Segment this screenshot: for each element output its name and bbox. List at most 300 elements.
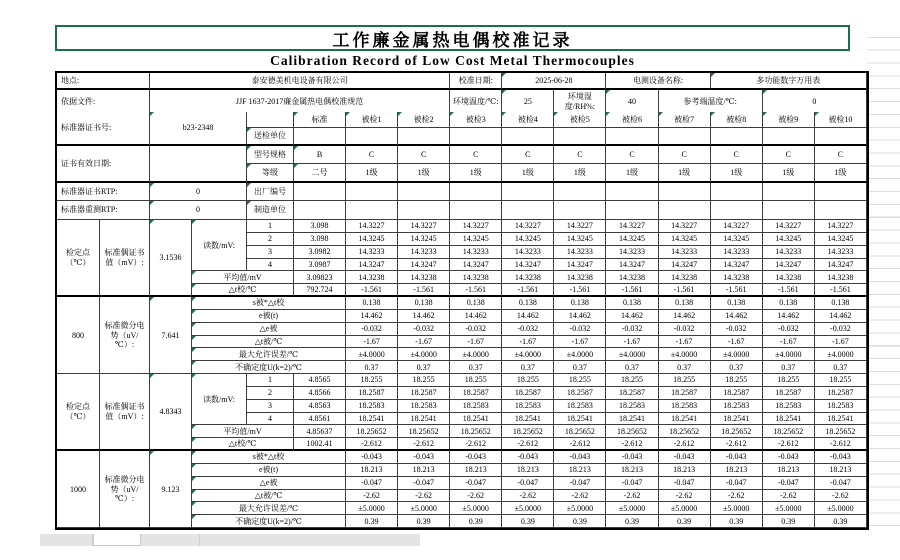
test-value[interactable]: 18.2583	[711, 400, 763, 413]
test-value[interactable]: ±4.0000	[711, 348, 763, 361]
test-value[interactable]: 14.462	[763, 310, 815, 323]
test-value[interactable]: 18.2587	[711, 387, 763, 400]
test-value[interactable]: 0.39	[659, 515, 711, 528]
test-value[interactable]: 14.3227	[815, 220, 867, 233]
test-value[interactable]: 18.213	[763, 464, 815, 477]
grade-test[interactable]: 1级	[815, 164, 867, 183]
test-value[interactable]: 0.138	[450, 297, 502, 310]
test-value[interactable]: -0.047	[659, 477, 711, 490]
test-value[interactable]: -2.612	[450, 438, 502, 451]
test-value[interactable]: -2.62	[711, 490, 763, 503]
test-value[interactable]: 18.2583	[763, 400, 815, 413]
test-value[interactable]: 0.138	[763, 297, 815, 310]
cell[interactable]	[502, 128, 554, 146]
test-value[interactable]: -2.62	[815, 490, 867, 503]
test-value[interactable]: -1.67	[554, 336, 606, 349]
test-value[interactable]: 14.3233	[606, 246, 658, 259]
test-value[interactable]: 14.3238	[711, 271, 763, 284]
test-value[interactable]: 0.138	[398, 297, 450, 310]
cert-emf-value[interactable]: 4.8343	[150, 374, 192, 451]
test-value[interactable]: -1.561	[763, 284, 815, 297]
test-value[interactable]: ±5.0000	[450, 502, 502, 515]
test-value[interactable]: -2.612	[346, 438, 398, 451]
test-value[interactable]: -2.612	[398, 438, 450, 451]
std-value[interactable]: 4.85637	[294, 425, 346, 438]
cell[interactable]	[815, 183, 867, 201]
test-value[interactable]: 14.3227	[763, 220, 815, 233]
grade-test[interactable]: 1级	[398, 164, 450, 183]
test-value[interactable]: -0.043	[502, 451, 554, 464]
test-value[interactable]: -0.043	[606, 451, 658, 464]
test-value[interactable]: ±5.0000	[815, 502, 867, 515]
cell[interactable]	[398, 128, 450, 146]
test-value[interactable]: 14.3245	[606, 233, 658, 246]
std-value[interactable]: 3.09823	[294, 271, 346, 284]
test-value[interactable]: 0.39	[450, 515, 502, 528]
humidity-value[interactable]: 40	[606, 90, 658, 114]
cell[interactable]	[606, 201, 658, 220]
test-value[interactable]: 14.3227	[450, 220, 502, 233]
model-test[interactable]: C	[659, 146, 711, 164]
test-value[interactable]: 0.39	[554, 515, 606, 528]
test-value[interactable]: -0.043	[711, 451, 763, 464]
test-value[interactable]: 14.3227	[711, 220, 763, 233]
grade-test[interactable]: 1级	[606, 164, 658, 183]
cell[interactable]	[711, 183, 763, 201]
cell[interactable]	[346, 183, 398, 201]
test-value[interactable]: 18.2583	[554, 400, 606, 413]
rtp1-value[interactable]: 0	[150, 183, 247, 201]
test-value[interactable]: 18.2587	[606, 387, 658, 400]
test-value[interactable]: 14.3245	[450, 233, 502, 246]
test-value[interactable]: -0.032	[346, 323, 398, 336]
test-value[interactable]: ±5.0000	[606, 502, 658, 515]
test-value[interactable]: 18.2587	[502, 387, 554, 400]
grade-std[interactable]: 二号	[294, 164, 346, 183]
point-value[interactable]: 800	[57, 297, 100, 374]
test-value[interactable]: ±4.0000	[450, 348, 502, 361]
cert-no-value[interactable]: b23-2348	[150, 112, 247, 146]
test-value[interactable]: 0.37	[450, 361, 502, 374]
test-value[interactable]: 18.255	[659, 374, 711, 387]
cell[interactable]	[554, 201, 606, 220]
test-value[interactable]: 14.462	[346, 310, 398, 323]
test-value[interactable]: 14.462	[659, 310, 711, 323]
device-value[interactable]: 多功能数字万用表	[711, 73, 867, 90]
test-value[interactable]: -0.047	[398, 477, 450, 490]
test-value[interactable]: -0.032	[659, 323, 711, 336]
test-value[interactable]: 18.25652	[606, 425, 658, 438]
test-value[interactable]: 14.3247	[346, 259, 398, 272]
test-value[interactable]: 18.25652	[398, 425, 450, 438]
test-value[interactable]: 0.39	[606, 515, 658, 528]
test-value[interactable]: 0.37	[659, 361, 711, 374]
test-value[interactable]: 18.25652	[450, 425, 502, 438]
test-value[interactable]: -1.561	[502, 284, 554, 297]
test-value[interactable]: 14.3238	[815, 271, 867, 284]
cell[interactable]	[450, 201, 502, 220]
cell[interactable]	[398, 183, 450, 201]
test-value[interactable]: -1.561	[815, 284, 867, 297]
cell[interactable]	[815, 201, 867, 220]
test-value[interactable]: -2.62	[346, 490, 398, 503]
test-value[interactable]: -0.032	[554, 323, 606, 336]
test-value[interactable]: 0.39	[398, 515, 450, 528]
test-value[interactable]: 18.255	[502, 374, 554, 387]
std-value[interactable]: 4.8566	[294, 387, 346, 400]
test-value[interactable]: -0.047	[606, 477, 658, 490]
test-value[interactable]: ±4.0000	[398, 348, 450, 361]
test-value[interactable]: 18.25652	[711, 425, 763, 438]
seebeck-value[interactable]: 7.641	[150, 297, 192, 374]
std-value[interactable]: 3.098	[294, 220, 346, 233]
test-value[interactable]: -2.612	[606, 438, 658, 451]
test-value[interactable]: -2.612	[659, 438, 711, 451]
cell[interactable]	[763, 128, 815, 146]
test-value[interactable]: ±4.0000	[763, 348, 815, 361]
test-value[interactable]: ±5.0000	[554, 502, 606, 515]
cell[interactable]	[815, 128, 867, 146]
test-value[interactable]: 14.3233	[346, 246, 398, 259]
test-value[interactable]: 18.213	[450, 464, 502, 477]
cell[interactable]	[711, 201, 763, 220]
test-value[interactable]: 14.3247	[659, 259, 711, 272]
test-value[interactable]: 14.3238	[659, 271, 711, 284]
grade-test[interactable]: 1级	[502, 164, 554, 183]
test-value[interactable]: 18.213	[815, 464, 867, 477]
test-value[interactable]: -1.67	[450, 336, 502, 349]
test-value[interactable]: 18.2587	[763, 387, 815, 400]
test-value[interactable]: 18.2541	[346, 413, 398, 426]
test-value[interactable]: 18.213	[398, 464, 450, 477]
test-value[interactable]: 14.3247	[554, 259, 606, 272]
cell[interactable]	[294, 183, 346, 201]
sheet-tab[interactable]	[200, 534, 262, 546]
test-value[interactable]: 14.462	[606, 310, 658, 323]
test-value[interactable]: 18.255	[554, 374, 606, 387]
test-value[interactable]: 18.2541	[659, 413, 711, 426]
std-value[interactable]: 1002.41	[294, 438, 346, 451]
test-value[interactable]: 14.3247	[711, 259, 763, 272]
test-value[interactable]: -1.67	[763, 336, 815, 349]
test-value[interactable]: 18.25652	[554, 425, 606, 438]
ref-temp-value[interactable]: 0	[763, 90, 867, 114]
test-value[interactable]: 18.2587	[554, 387, 606, 400]
cell[interactable]	[346, 201, 398, 220]
test-value[interactable]: -1.561	[450, 284, 502, 297]
test-value[interactable]: 0.37	[398, 361, 450, 374]
test-value[interactable]: 0.138	[346, 297, 398, 310]
test-value[interactable]: 14.3247	[398, 259, 450, 272]
test-value[interactable]: 18.2583	[606, 400, 658, 413]
test-value[interactable]: 18.25652	[659, 425, 711, 438]
test-value[interactable]: 18.2583	[398, 400, 450, 413]
test-value[interactable]: 0.138	[659, 297, 711, 310]
test-value[interactable]: -0.043	[815, 451, 867, 464]
rtp2-value[interactable]: 0	[150, 201, 247, 220]
cell[interactable]	[659, 183, 711, 201]
test-value[interactable]: -2.612	[502, 438, 554, 451]
test-value[interactable]: 14.462	[815, 310, 867, 323]
test-value[interactable]: -0.043	[398, 451, 450, 464]
test-value[interactable]: 18.2541	[554, 413, 606, 426]
sheet-tab[interactable]	[141, 534, 200, 546]
test-value[interactable]: 18.213	[711, 464, 763, 477]
test-value[interactable]: 18.255	[606, 374, 658, 387]
model-test[interactable]: C	[763, 146, 815, 164]
model-test[interactable]: C	[815, 146, 867, 164]
test-value[interactable]: -0.047	[346, 477, 398, 490]
test-value[interactable]: 18.2541	[763, 413, 815, 426]
test-value[interactable]: -1.67	[711, 336, 763, 349]
test-value[interactable]: 18.2541	[606, 413, 658, 426]
test-value[interactable]: 18.2587	[398, 387, 450, 400]
model-test[interactable]: C	[398, 146, 450, 164]
test-value[interactable]: -2.62	[606, 490, 658, 503]
test-value[interactable]: 18.255	[815, 374, 867, 387]
test-value[interactable]: 18.2583	[450, 400, 502, 413]
grade-test[interactable]: 1级	[763, 164, 815, 183]
test-value[interactable]: -2.612	[815, 438, 867, 451]
test-value[interactable]: 18.2583	[346, 400, 398, 413]
cell[interactable]	[450, 183, 502, 201]
test-value[interactable]: ±5.0000	[763, 502, 815, 515]
test-value[interactable]: 0.37	[554, 361, 606, 374]
test-value[interactable]: -0.032	[502, 323, 554, 336]
test-value[interactable]: 0.138	[502, 297, 554, 310]
test-value[interactable]: 0.37	[502, 361, 554, 374]
model-test[interactable]: C	[554, 146, 606, 164]
test-value[interactable]: 18.25652	[502, 425, 554, 438]
grade-test[interactable]: 1级	[659, 164, 711, 183]
test-value[interactable]: 18.213	[659, 464, 711, 477]
model-std[interactable]: B	[294, 146, 346, 164]
test-value[interactable]: 14.3233	[554, 246, 606, 259]
test-value[interactable]: ±4.0000	[606, 348, 658, 361]
test-value[interactable]: -0.047	[502, 477, 554, 490]
test-value[interactable]: 0.37	[711, 361, 763, 374]
test-value[interactable]: 0.39	[815, 515, 867, 528]
std-value[interactable]: 4.8561	[294, 413, 346, 426]
test-value[interactable]: 18.2583	[659, 400, 711, 413]
test-value[interactable]: 14.3227	[554, 220, 606, 233]
test-value[interactable]: 0.37	[346, 361, 398, 374]
test-value[interactable]: 14.3245	[763, 233, 815, 246]
test-value[interactable]: 18.2583	[815, 400, 867, 413]
cell[interactable]	[502, 183, 554, 201]
test-value[interactable]: 18.25652	[763, 425, 815, 438]
test-value[interactable]: -0.032	[763, 323, 815, 336]
test-value[interactable]: -2.62	[554, 490, 606, 503]
test-value[interactable]: 18.2587	[815, 387, 867, 400]
location-value[interactable]: 泰安德美机电设备有限公司	[150, 73, 450, 90]
model-test[interactable]: C	[502, 146, 554, 164]
test-value[interactable]: 18.2587	[659, 387, 711, 400]
test-value[interactable]: 18.255	[398, 374, 450, 387]
test-value[interactable]: 14.3238	[763, 271, 815, 284]
test-value[interactable]: -0.043	[554, 451, 606, 464]
test-value[interactable]: 14.3227	[398, 220, 450, 233]
test-value[interactable]: 18.213	[502, 464, 554, 477]
cell[interactable]	[711, 128, 763, 146]
test-value[interactable]: -2.612	[554, 438, 606, 451]
cell[interactable]	[659, 128, 711, 146]
test-value[interactable]: 0.138	[554, 297, 606, 310]
test-value[interactable]: 14.3247	[606, 259, 658, 272]
test-value[interactable]: 14.3247	[450, 259, 502, 272]
test-value[interactable]: 14.3233	[763, 246, 815, 259]
std-value[interactable]: 3.0982	[294, 246, 346, 259]
test-value[interactable]: ±5.0000	[711, 502, 763, 515]
test-value[interactable]: -0.047	[554, 477, 606, 490]
test-value[interactable]: 14.462	[450, 310, 502, 323]
test-value[interactable]: -1.67	[606, 336, 658, 349]
test-value[interactable]: -0.047	[450, 477, 502, 490]
test-value[interactable]: 0.138	[815, 297, 867, 310]
test-value[interactable]: 18.2541	[502, 413, 554, 426]
basis-value[interactable]: JJF 1637-2017廉金属热电偶校准规范	[150, 90, 450, 114]
model-test[interactable]: C	[606, 146, 658, 164]
test-value[interactable]: 14.462	[711, 310, 763, 323]
test-value[interactable]: ±5.0000	[398, 502, 450, 515]
test-value[interactable]: 18.213	[554, 464, 606, 477]
test-value[interactable]: 14.3227	[502, 220, 554, 233]
test-value[interactable]: ±4.0000	[659, 348, 711, 361]
seebeck-value[interactable]: 9.123	[150, 451, 192, 528]
test-value[interactable]: -1.561	[606, 284, 658, 297]
cell[interactable]	[606, 183, 658, 201]
test-value[interactable]: -1.561	[659, 284, 711, 297]
test-value[interactable]: 14.3238	[554, 271, 606, 284]
test-value[interactable]: 18.2541	[815, 413, 867, 426]
test-value[interactable]: 14.3245	[815, 233, 867, 246]
test-value[interactable]: -1.67	[502, 336, 554, 349]
test-value[interactable]: -0.047	[711, 477, 763, 490]
valid-date-value[interactable]	[150, 146, 247, 183]
cell[interactable]	[763, 183, 815, 201]
grade-test[interactable]: 1级	[554, 164, 606, 183]
test-value[interactable]: 14.3233	[659, 246, 711, 259]
cell[interactable]	[346, 128, 398, 146]
test-value[interactable]: -1.561	[711, 284, 763, 297]
test-value[interactable]: 14.3245	[659, 233, 711, 246]
test-value[interactable]: -1.561	[398, 284, 450, 297]
cell[interactable]	[502, 201, 554, 220]
test-value[interactable]: -0.032	[398, 323, 450, 336]
test-value[interactable]: 14.3233	[815, 246, 867, 259]
test-value[interactable]: 0.39	[346, 515, 398, 528]
test-value[interactable]: 18.2541	[711, 413, 763, 426]
test-value[interactable]: 18.213	[606, 464, 658, 477]
test-value[interactable]: 0.37	[763, 361, 815, 374]
env-temp-value[interactable]: 25	[502, 90, 554, 114]
test-value[interactable]: 18.2541	[450, 413, 502, 426]
cert-emf-value[interactable]: 3.1536	[150, 220, 192, 297]
test-value[interactable]: 18.25652	[346, 425, 398, 438]
grade-test[interactable]: 1级	[711, 164, 763, 183]
test-value[interactable]: 18.255	[346, 374, 398, 387]
test-value[interactable]: -1.67	[398, 336, 450, 349]
test-value[interactable]: 14.3238	[346, 271, 398, 284]
test-value[interactable]: 14.3247	[815, 259, 867, 272]
test-value[interactable]: -2.612	[763, 438, 815, 451]
test-value[interactable]: 14.3245	[554, 233, 606, 246]
test-value[interactable]: 18.255	[450, 374, 502, 387]
test-value[interactable]: 14.3227	[606, 220, 658, 233]
test-value[interactable]: 0.138	[711, 297, 763, 310]
std-value[interactable]: 3.098	[294, 233, 346, 246]
test-value[interactable]: -1.67	[815, 336, 867, 349]
test-value[interactable]: ±5.0000	[346, 502, 398, 515]
test-value[interactable]: ±5.0000	[659, 502, 711, 515]
test-value[interactable]: -2.62	[502, 490, 554, 503]
cell[interactable]	[398, 201, 450, 220]
test-value[interactable]: -0.047	[763, 477, 815, 490]
test-value[interactable]: 14.3238	[502, 271, 554, 284]
grade-test[interactable]: 1级	[450, 164, 502, 183]
test-value[interactable]: 14.462	[554, 310, 606, 323]
model-test[interactable]: C	[450, 146, 502, 164]
test-value[interactable]: 14.3247	[763, 259, 815, 272]
test-value[interactable]: 14.3245	[711, 233, 763, 246]
test-value[interactable]: 18.2583	[502, 400, 554, 413]
test-value[interactable]: 14.3247	[502, 259, 554, 272]
test-value[interactable]: 14.3233	[450, 246, 502, 259]
test-value[interactable]: ±4.0000	[815, 348, 867, 361]
test-value[interactable]: ±4.0000	[346, 348, 398, 361]
cell[interactable]	[450, 128, 502, 146]
test-value[interactable]: -1.67	[659, 336, 711, 349]
test-value[interactable]: 14.3238	[606, 271, 658, 284]
model-test[interactable]: C	[346, 146, 398, 164]
test-value[interactable]: -1.561	[554, 284, 606, 297]
test-value[interactable]: -0.043	[346, 451, 398, 464]
point-value[interactable]: 1000	[57, 451, 100, 528]
sheet-tab-active[interactable]	[93, 534, 141, 546]
test-value[interactable]: 14.3227	[346, 220, 398, 233]
test-value[interactable]: 14.3245	[398, 233, 450, 246]
test-value[interactable]: 0.39	[763, 515, 815, 528]
test-value[interactable]: 18.2587	[450, 387, 502, 400]
model-test[interactable]: C	[711, 146, 763, 164]
test-value[interactable]: 14.3233	[502, 246, 554, 259]
test-value[interactable]: -0.032	[450, 323, 502, 336]
cell[interactable]	[606, 128, 658, 146]
test-value[interactable]: 14.3245	[502, 233, 554, 246]
test-value[interactable]: 0.138	[606, 297, 658, 310]
test-value[interactable]: 14.3238	[450, 271, 502, 284]
test-value[interactable]: -0.032	[606, 323, 658, 336]
test-value[interactable]: -1.561	[346, 284, 398, 297]
test-value[interactable]: 18.213	[346, 464, 398, 477]
test-value[interactable]: 18.2587	[346, 387, 398, 400]
test-value[interactable]: ±5.0000	[502, 502, 554, 515]
std-value[interactable]: 4.8565	[294, 374, 346, 387]
test-value[interactable]: 14.3227	[659, 220, 711, 233]
test-value[interactable]: 14.3245	[346, 233, 398, 246]
test-value[interactable]: 18.2541	[398, 413, 450, 426]
sheet-tab[interactable]	[40, 534, 93, 546]
test-value[interactable]: -2.62	[659, 490, 711, 503]
cell[interactable]	[294, 201, 346, 220]
cell[interactable]	[763, 201, 815, 220]
test-value[interactable]: -0.043	[450, 451, 502, 464]
test-value[interactable]: -2.62	[763, 490, 815, 503]
test-value[interactable]: -0.043	[763, 451, 815, 464]
std-value[interactable]: 792.724	[294, 284, 346, 297]
test-value[interactable]: 14.3233	[711, 246, 763, 259]
grade-test[interactable]: 1级	[346, 164, 398, 183]
